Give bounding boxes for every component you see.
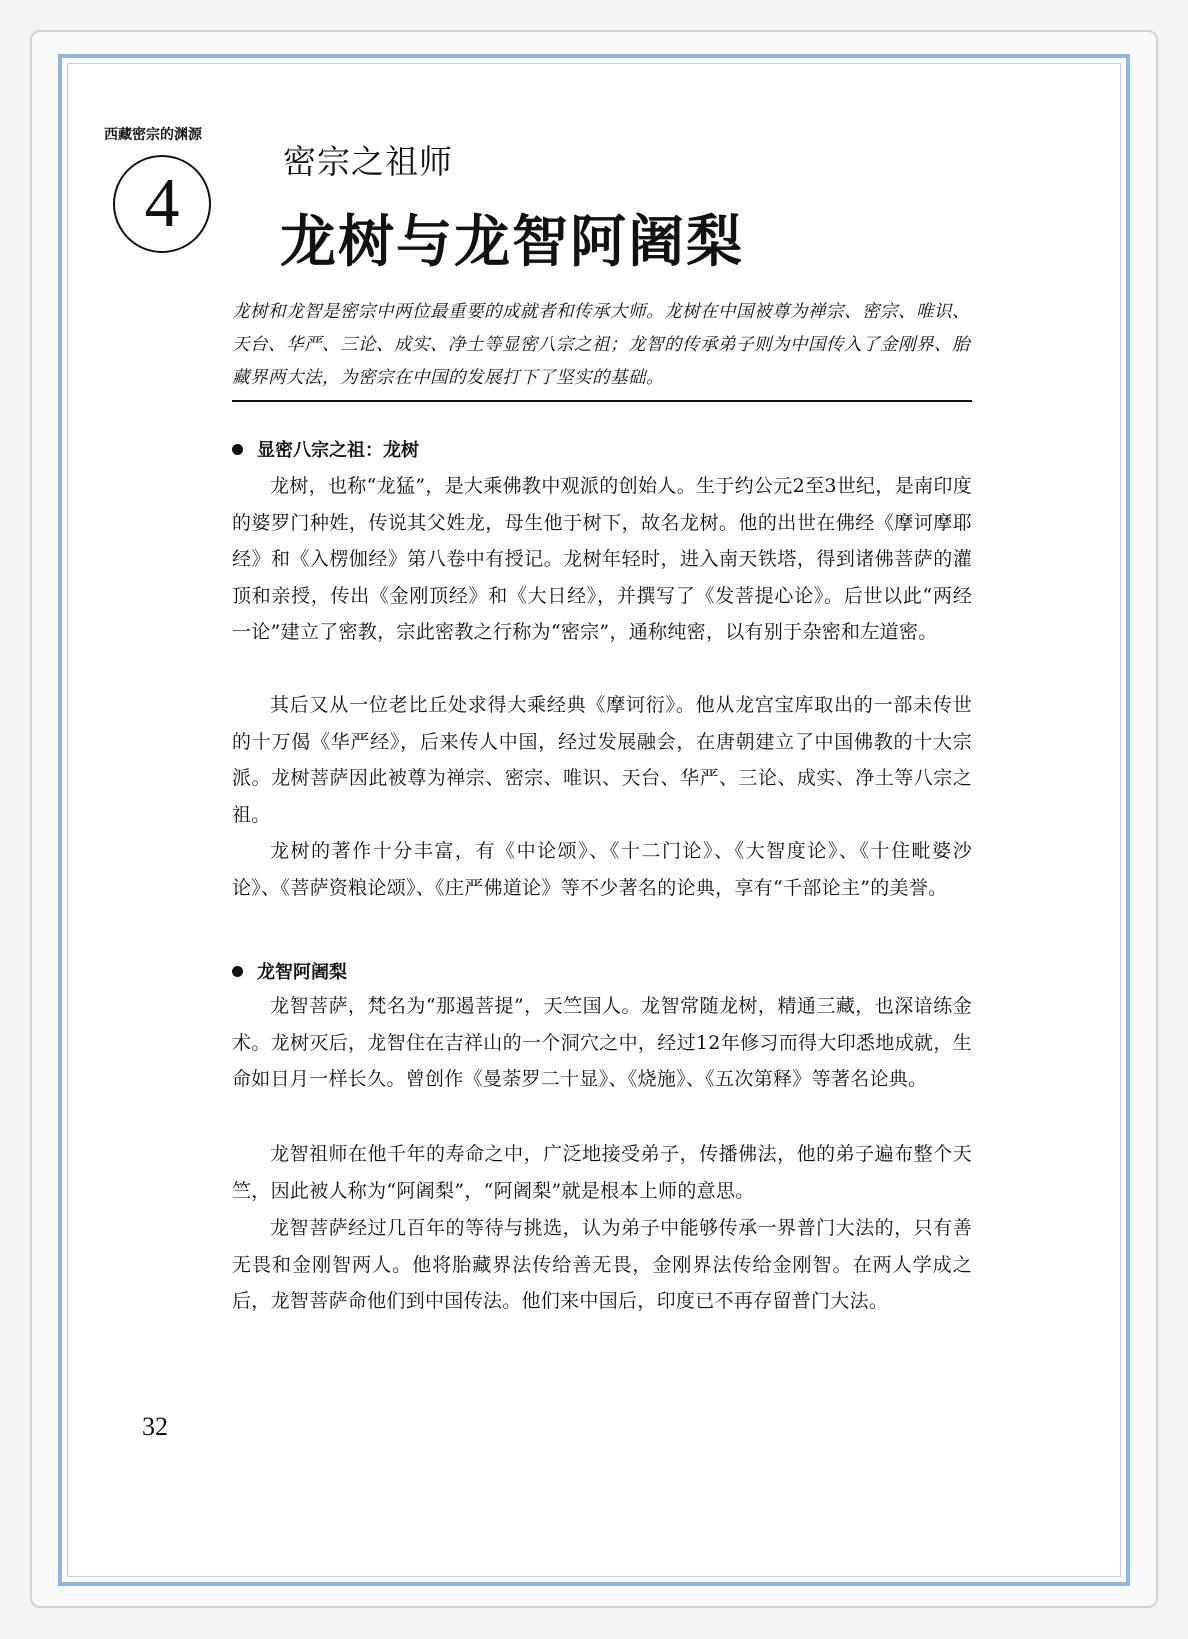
paragraph: 其后又从一位老比丘处求得大乘经典《摩诃衍》。他从龙宫宝库取出的一部未传世的十万偈《华严经》，后来传人中国，经过发展融会，在唐朝建立了中国佛教的十大宗派。龙树菩萨因此被尊为禅宗、密宗、唯识、天台、华严、三论、成实、净土等八宗之祖。 bbox=[232, 694, 972, 826]
section-heading-text: 龙智阿阇梨 bbox=[257, 962, 347, 983]
bullet-icon bbox=[232, 444, 243, 455]
section-heading-longzhi bbox=[232, 958, 347, 984]
bullet-icon bbox=[232, 966, 243, 977]
chapter-abstract: 龙树和龙智是密宗中两位最重要的成就者和传承大师。龙树在中国被尊为禅宗、密宗、唯识、天台、华严、三论、成实、净土等显密八宗之祖；龙智的传承弟子则为中国传入了金刚界、胎藏界两大法，为密宗在中国的发展打下了坚实的基础。 bbox=[232, 302, 970, 388]
paragraph: 龙智菩萨，梵名为“那遏菩提”，天竺国人。龙智常随龙树，精通三藏，也深谙练金术。龙树灭后，龙智住在吉祥山的一个洞穴之中，经过12年修习而得大印悉地成就，生命如日月一样长久。曾创作《曼荼罗二十显》、《烧施》、《五次第释》等著名论典。 bbox=[232, 995, 972, 1090]
paragraph: 龙树，也称“龙猛”，是大乘佛教中观派的创始人。生于约公元2至3世纪，是南印度的婆罗门种姓，传说其父姓龙，母生他于树下，故名龙树。他的出世在佛经《摩诃摩耶经》和《入楞伽经》第八卷中有授记。龙树年轻时，进入南天铁塔，得到诸佛菩萨的灌顶和亲授，传出《金刚顶经》和《大日经》，并撰写了《发菩提心论》。后世以此“两经一论”建立了密教，宗此密教之行称为“密宗”，通称纯密，以有别于杂密和左道密。 bbox=[232, 475, 972, 643]
chapter-title: 龙树与龙智阿阇梨 bbox=[280, 210, 744, 275]
paragraph: 龙智菩萨经过几百年的等待与挑选，认为弟子中能够传承一界普门大法的，只有善无畏和金刚智两人。他将胎藏界法传给善无畏，金刚界法传给金刚智。在两人学成之后，龙智菩萨命他们到中国传法。他们来中国后，印度已不再存留普门大法。 bbox=[232, 1217, 972, 1312]
section-heading-text: 显密八宗之祖：龙树 bbox=[257, 440, 419, 461]
chapter-number: 4 bbox=[144, 165, 180, 242]
running-head: 西藏密宗的渊源 bbox=[104, 127, 202, 143]
abstract-divider bbox=[232, 400, 972, 402]
chapter-subtitle: 密宗之祖师 bbox=[283, 142, 453, 181]
paragraph: 龙树的著作十分丰富，有《中论颂》、《十二门论》、《大智度论》、《十住毗婆沙论》、《菩萨资粮论颂》、《庄严佛道论》等不少著名的论典，享有“千部论主”的美誉。 bbox=[232, 840, 972, 899]
section-heading-longshu bbox=[232, 436, 419, 462]
chapter-number-circle bbox=[113, 155, 211, 253]
paragraph: 龙智祖师在他千年的寿命之中，广泛地接受弟子，传播佛法，他的弟子遍布整个天竺，因此被人称为“阿阇梨”，“阿阇梨”就是根本上师的意思。 bbox=[232, 1143, 972, 1202]
page-number: 32 bbox=[142, 1412, 168, 1441]
